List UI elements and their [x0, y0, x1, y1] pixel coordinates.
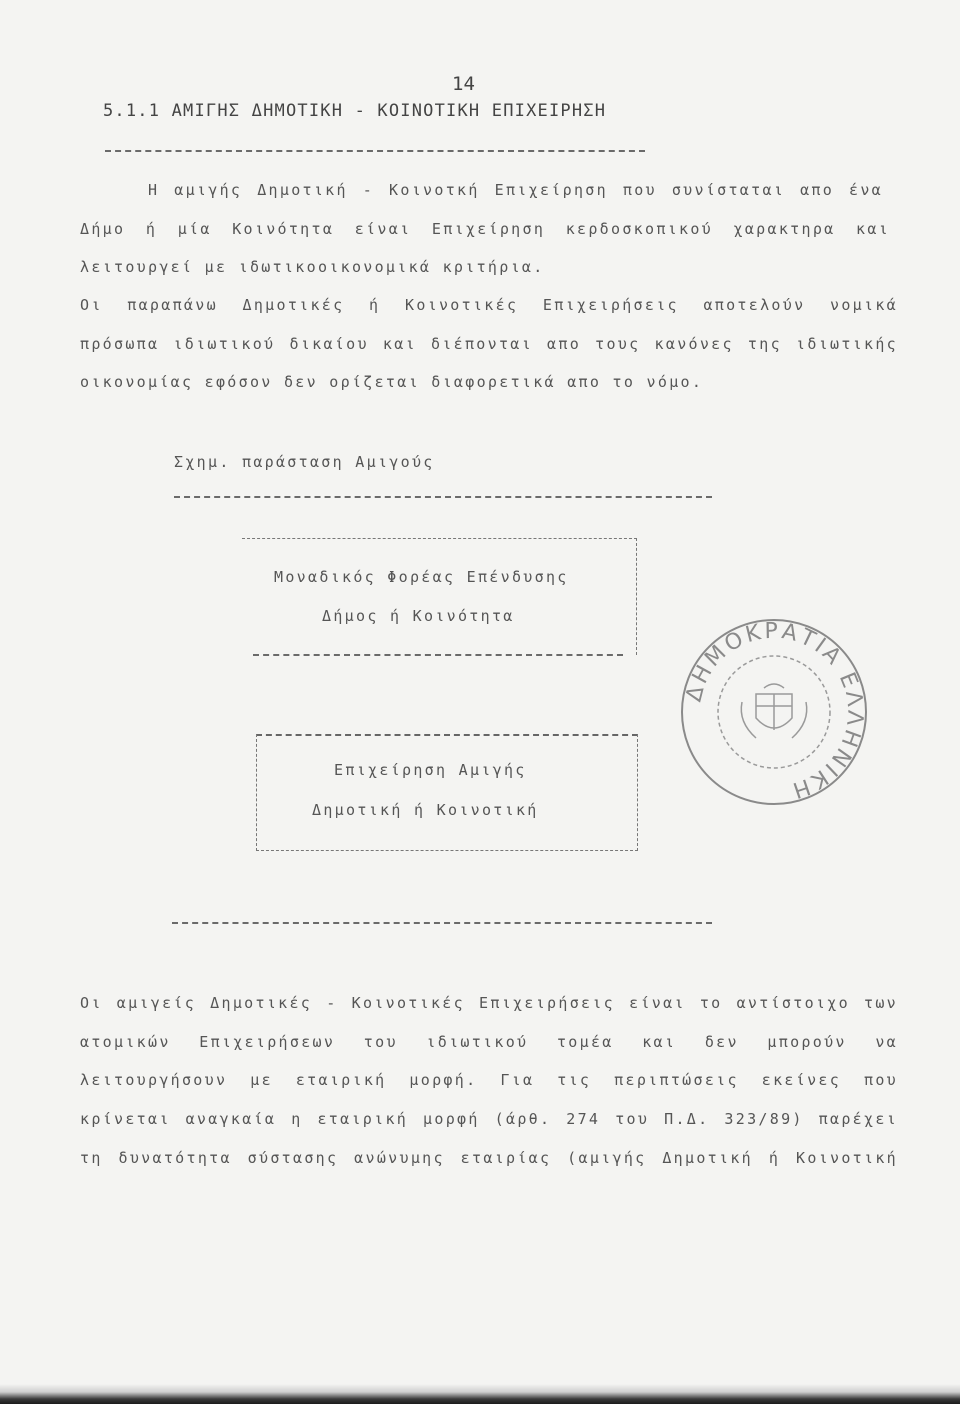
intro-line-4: Οι παραπάνω Δημοτικές ή Κοινοτικές Επιχειρήσεις αποτελούν νομικά — [80, 296, 898, 314]
diagram-bottom-rule — [172, 922, 712, 924]
enterprise-box-line-2: Δημοτική ή Κοινοτική — [312, 801, 539, 819]
page-number: 14 — [452, 73, 475, 95]
investor-box-bottom — [253, 654, 623, 656]
enterprise-box-line-1: Επιχείρηση Αμιγής — [334, 761, 527, 779]
body-line-4: κρίνεται αναγκαία η εταιρική μορφή (άρθ. 274 του Π.Δ. 323/89) παρέχει — [80, 1110, 898, 1128]
scan-edge-shadow — [0, 1384, 960, 1404]
diagram-top-rule — [174, 496, 712, 498]
official-stamp — [676, 614, 872, 810]
body-line-1: Οι αμιγείς Δημοτικές - Κοινοτικές Επιχειρήσεις είναι το αντίστοιχο των — [80, 994, 898, 1012]
diagram-caption: Σχημ. παράσταση Αμιγούς — [174, 453, 435, 471]
investor-box-line-1: Μοναδικός Φορέας Επένδυσης — [274, 568, 569, 586]
stamp-seal-icon — [676, 614, 872, 810]
intro-line-2: Δήμο ή μία Κοινότητα είναι Επιχείρηση κερδοσκοπικού χαρακτηρα και — [80, 220, 890, 238]
svg-text:ΔΗΜΟΚΡΑΤΙΑ ΕΛΛΗΝΙΚΗ: ΔΗΜΟΚΡΑΤΙΑ ΕΛΛΗΝΙΚΗ — [681, 618, 868, 804]
body-line-3: λειτουργήσουν με εταιρική μορφή. Για τις περιπτώσεις εκείνες που — [80, 1071, 898, 1089]
body-line-2: ατομικών Επιχειρήσεων του ιδιωτικού τομέα και δεν μπορούν να — [80, 1033, 898, 1051]
intro-line-5: πρόσωπα ιδιωτικού δικαίου και διέπονται απο τους κανόνες της ιδιωτικής — [80, 335, 898, 353]
title-underline — [105, 150, 645, 152]
intro-line-1: Η αμιγής Δημοτική - Κοινοτκή Επιχείρηση που συνίσταται απο ένα — [148, 181, 883, 199]
intro-line-6: οικονομίας εφόσον δεν ορίζεται διαφορετικά απο το νόμο. — [80, 373, 704, 391]
investor-box-line-2: Δήμος ή Κοινότητα — [322, 607, 515, 625]
body-line-5: τη δυνατότητα σύστασης ανώνυμης εταιρίας (αμιγής Δημοτική ή Κοινοτική — [80, 1149, 898, 1167]
enterprise-box — [256, 734, 638, 851]
section-title: 5.1.1 ΑΜΙΓΗΣ ΔΗΜΟΤΙΚΗ - ΚΟΙΝΟΤΙΚΗ ΕΠΙΧΕΙΡΗΣΗ — [103, 101, 607, 121]
intro-line-3: λειτουργεί με ιδωτικοοικονομικά κριτήρια. — [80, 258, 545, 276]
investor-box — [242, 538, 637, 655]
